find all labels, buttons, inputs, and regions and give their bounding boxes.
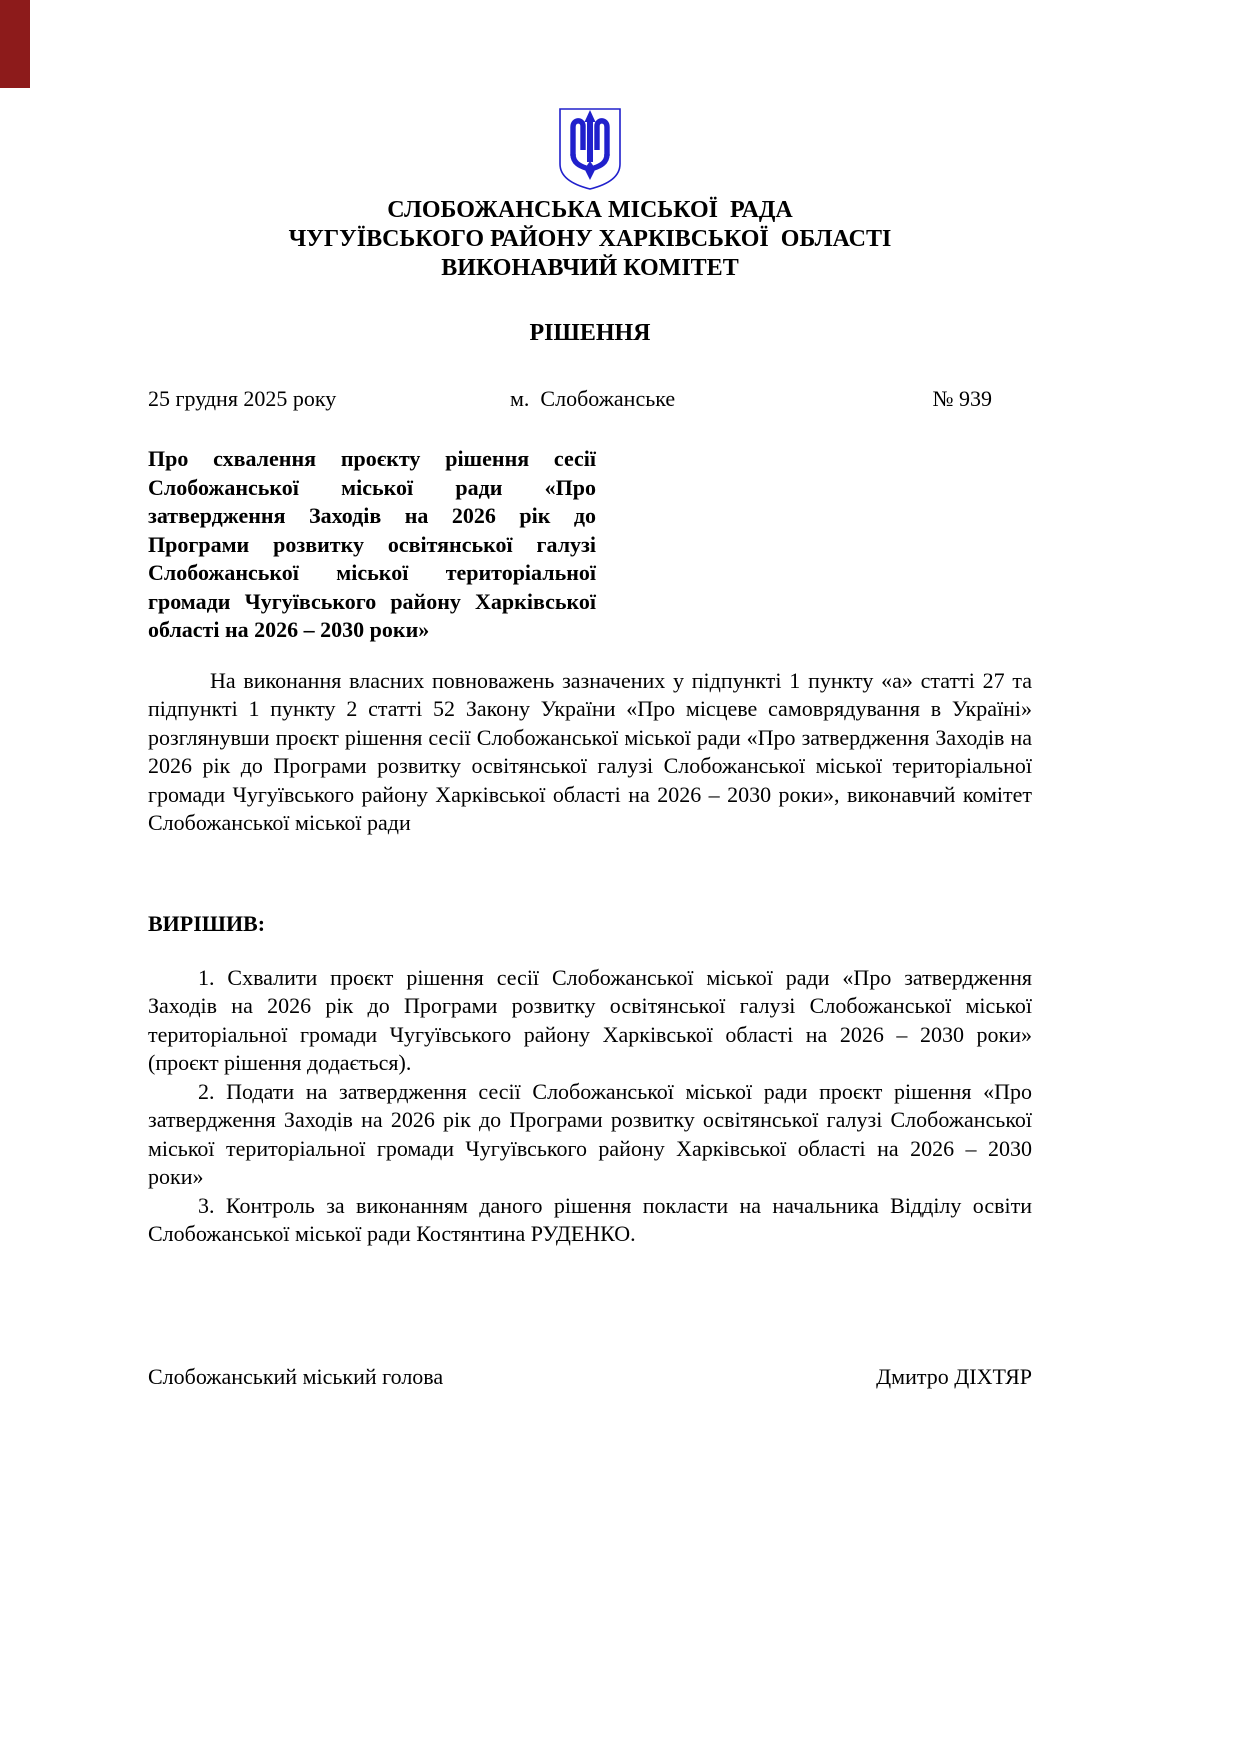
document-type-title: РІШЕННЯ (529, 320, 651, 346)
ukraine-trident-icon (556, 106, 624, 192)
organization-header (148, 196, 1032, 283)
document-subject: Про схвалення проєкту рішення сесії Слобожанської міської ради «Про затвердження Заходів на 2026 рік до Програми розвитку освітянської галузі Слобожанської міської територіальної громади Чугуївського району Харківської області на 2026 – 2030 роки» (148, 446, 596, 642)
resolution-items (148, 964, 1032, 1249)
signatory-name: Дмитро ДІХТЯР (876, 1363, 1032, 1389)
resolution-item-3: 3. Контроль за виконанням даного рішення покласти на начальника Відділу освіти Слобожанської міської ради Костянтина РУДЕНКО. (148, 1192, 1032, 1246)
document-content (148, 0, 1032, 1391)
resolved-heading: ВИРІШИВ: (148, 910, 266, 936)
org-name-line1: СЛОБОЖАНСЬКА МІСЬКОЇ РАДА (387, 197, 793, 223)
resolution-item-1: 1. Схвалити проєкт рішення сесії Слобожанської міської ради «Про затвердження Заходів на 2026 рік до Програми розвитку освітянської галузі Слобожанської міської територіальної громади Чугуївського району Харківської області на 2026 – 2030 роки» (проєкт рішення додається). (148, 964, 1032, 1075)
document-date: 25 грудня 2025 року (148, 386, 337, 411)
date-place-number-row (148, 385, 1032, 413)
preamble-paragraph: На виконання власних повноважень зазначених у підпункті 1 пункту «а» статті 27 та підпункті 1 пункту 2 статті 52 Закону України «Про місцеве самоврядування в Україні» розглянувши проєкт рішення сесії Слобожанської міської ради «Про затвердження Заходів на 2026 рік до Програми розвитку освітянської галузі Слобожанської міської територіальної громади Чугуївського району Харківської області на 2026 – 2030 роки», виконавчий комітет Слобожанської міської ради (148, 667, 1032, 835)
signatory-title: Слобожанський міський голова (148, 1363, 444, 1389)
document-number: № 939 (932, 386, 992, 411)
org-name-line2: ЧУГУЇВСЬКОГО РАЙОНУ ХАРКІВСЬКОЇ ОБЛАСТІ (288, 226, 892, 252)
emblem-container (148, 106, 1032, 192)
signature-row (148, 1363, 1032, 1391)
org-name-line3: ВИКОНАВЧИЙ КОМІТЕТ (441, 255, 739, 281)
resolution-item-2: 2. Подати на затвердження сесії Слобожанської міської ради проєкт рішення «Про затвердження Заходів на 2026 рік до Програми розвитку освітянської галузі Слобожанської міської територіальної громади Чугуївського району Харківської області на 2026 – 2030 роки» (148, 1078, 1032, 1189)
document-place: м. Слобожанське (510, 386, 676, 411)
scan-corner-artifact (0, 0, 30, 88)
